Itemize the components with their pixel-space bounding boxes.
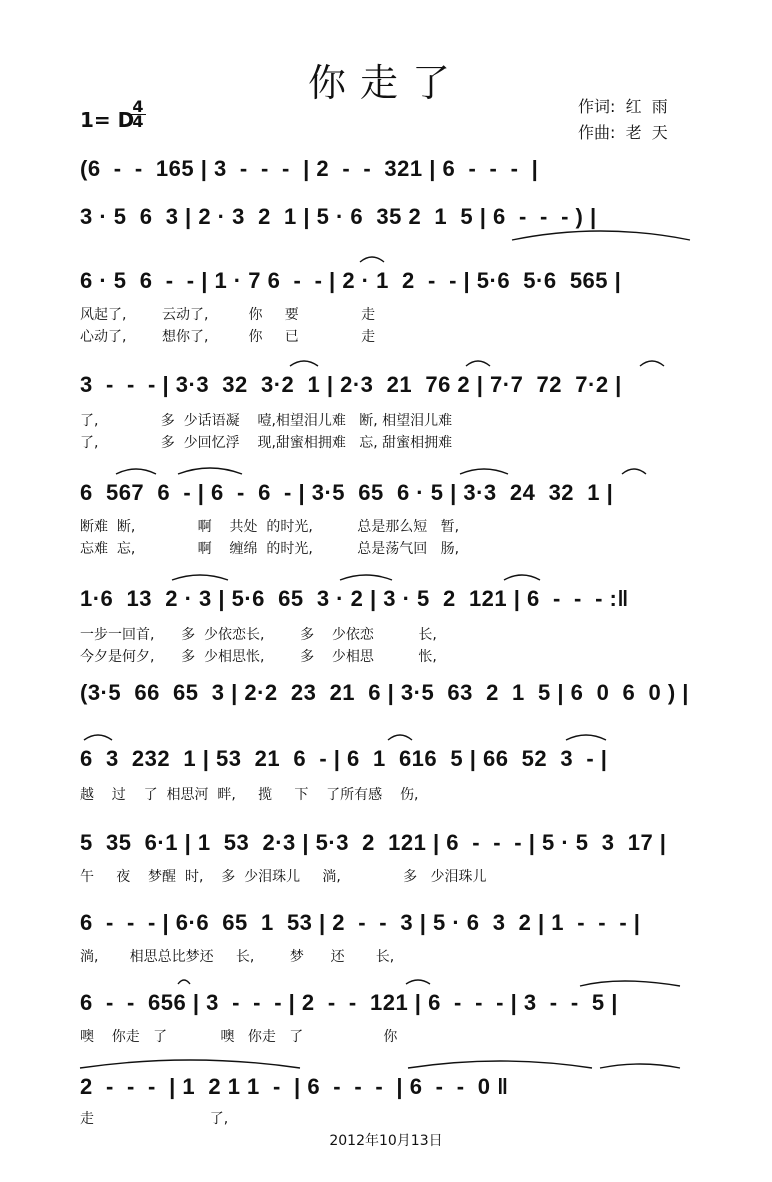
lyric-row-4-verse-1: 了, 多 少话语凝 噎,相望泪儿难 断, 相望泪儿难	[80, 413, 453, 429]
lyric-row-9: 午 夜 梦醒 时, 多 少泪珠儿 淌, 多 少泪珠儿	[80, 869, 487, 885]
score-row-10: 6 - - - | 6·6 65 1 53 | 2 - - 3 | 5 · 6 3 2 | 1 - - - |	[80, 910, 641, 935]
time-signature-top: 4	[130, 100, 146, 115]
lyric-row-12: 走 了,	[80, 1111, 229, 1127]
lyric-row-3-verse-2: 心动了, 想你了, 你 已 走	[80, 329, 376, 345]
lyric-row-4-verse-2: 了, 多 少回忆浮 现,甜蜜相拥难 忘, 甜蜜相拥难	[80, 435, 453, 451]
score-row-11: 6 - - 656 | 3 - - - | 2 - - 121 | 6 - - - | 3 - - 5 |	[80, 990, 618, 1015]
score-row-3: 6 · 5 6 - - | 1 · 7 6 - - | 2 · 1 2 - - | 5·6 5·6 565 |	[80, 268, 622, 293]
lyric-row-6-verse-2: 今夕是何夕, 多 少相思怅, 多 少相思 怅,	[80, 649, 437, 665]
score-row-6: 1·6 13 2 · 3 | 5·6 65 3 · 2 | 3 · 5 2 121 | 6 - - - :‖	[80, 586, 629, 611]
score-row-7: (3·5 66 65 3 | 2·2 23 21 6 | 3·5 63 2 1 5 | 6 0 6 0 ) |	[80, 680, 689, 705]
date-footer: 2012年10月13日	[329, 1133, 443, 1149]
lyric-row-8: 越 过 了 相思河 畔, 揽 下 了所有感 伤,	[80, 787, 419, 803]
score-row-2: 3 · 5 6 3 | 2 · 3 2 1 | 5 · 6 35 2 1 5 | 6 - - - ) |	[80, 204, 597, 229]
lyric-row-6-verse-1: 一步一回首, 多 少依恋长, 多 少依恋 长,	[80, 627, 437, 643]
score-row-1: (6 - - 165 | 3 - - - | 2 - - 321 | 6 - - - |	[80, 156, 539, 181]
score-row-9: 5 35 6·1 | 1 53 2·3 | 5·3 2 121 | 6 - - - | 5 · 5 3 17 |	[80, 830, 667, 855]
lyric-row-5-verse-2: 忘难 忘, 啊 缠绵 的时光, 总是荡气回 肠,	[80, 541, 460, 557]
key-signature: 1= D	[80, 108, 135, 132]
lyricist-credit: 作词: 红 雨	[578, 97, 668, 116]
lyric-row-10: 淌, 相思总比梦还 长, 梦 还 长,	[80, 949, 395, 965]
lyric-row-5-verse-1: 断难 断, 啊 共处 的时光, 总是那么短 暂,	[80, 519, 460, 535]
score-row-12: 2 - - - | 1 2 1 1 - | 6 - - - | 6 - - 0 ‖	[80, 1074, 509, 1099]
score-row-8: 6 3 232 1 | 53 21 6 - | 6 1 616 5 | 66 52 3 - |	[80, 746, 608, 771]
time-signature-bottom: 4	[132, 112, 144, 131]
score-row-5: 6 567 6 - | 6 - 6 - | 3·5 65 6 · 5 | 3·3 24 32 1 |	[80, 480, 614, 505]
song-title: 你走了	[307, 61, 464, 105]
lyric-row-11: 噢 你走 了 噢 你走 了 你	[80, 1029, 398, 1045]
lyric-row-3-verse-1: 风起了, 云动了, 你 要 走	[80, 307, 376, 323]
composer-credit: 作曲: 老 天	[578, 123, 668, 142]
score-row-4: 3 - - - | 3·3 32 3·2 1 | 2·3 21 76 2 | 7·7 72 7·2 |	[80, 372, 622, 397]
time-signature	[130, 97, 146, 131]
